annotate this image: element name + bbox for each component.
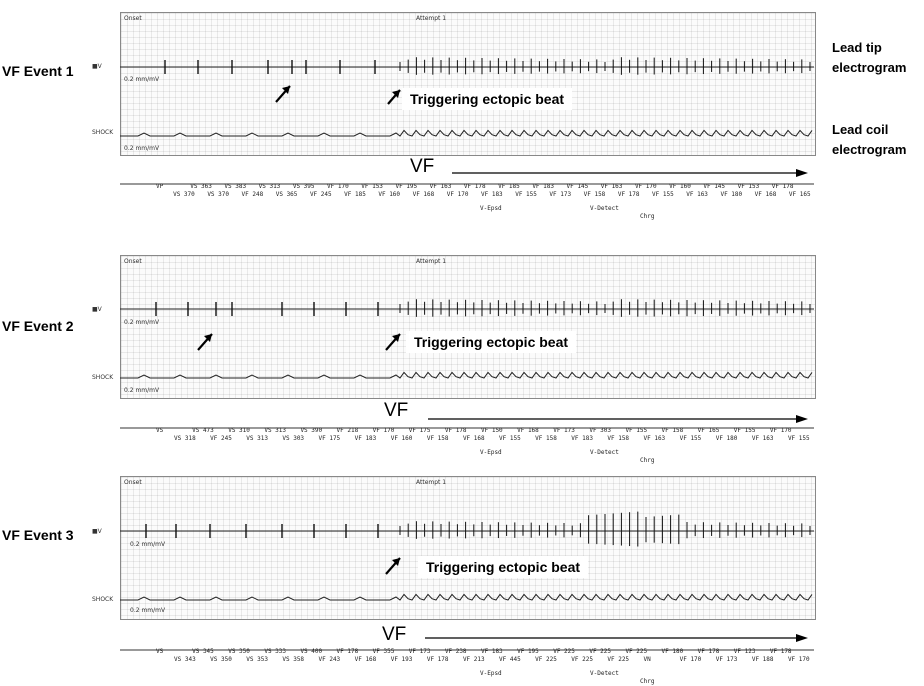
marker-annotation: VF 175	[408, 427, 431, 434]
marker-annotation: VF 303	[589, 427, 612, 434]
vf-arrowhead-1	[796, 169, 808, 177]
coil-trace-1	[120, 130, 812, 136]
marker-annotation: VS 313	[258, 183, 281, 190]
marker-annotation: VF 195	[517, 648, 539, 655]
marker-annotation: VF 145	[703, 183, 726, 190]
marker-annotation: VF 158	[583, 191, 606, 198]
marker-annotation: VF 178	[771, 183, 794, 190]
marker-annotation: VF 163	[686, 191, 708, 198]
marker-annotation: VF 183	[532, 183, 554, 190]
marker-annotation: VF 245	[309, 191, 332, 198]
scale-2a: 0.2 mm/mV	[124, 319, 160, 326]
marker-annotation: VF 165	[788, 191, 811, 198]
marker-annotation: VS 370	[207, 191, 229, 198]
marker-annotation: VS 395	[292, 183, 315, 190]
marker-annotation: VF 185	[344, 191, 366, 198]
marker-annotation: VS 313	[264, 427, 287, 434]
marker-note: V-Epsd	[480, 449, 502, 456]
marker-annotation: VF 175	[318, 435, 341, 442]
marker-annotation: VF 168	[354, 656, 377, 663]
vf-arrowhead-3	[796, 634, 808, 642]
marker-annotation: VF 170	[372, 427, 395, 434]
marker-channel-2	[120, 427, 820, 471]
marker-note: V-Epsd	[480, 670, 502, 677]
marker-annotation: VF 180	[715, 435, 738, 442]
marker-annotation: VF 163	[643, 435, 666, 442]
marker-annotation: VS 383	[224, 183, 247, 190]
marker-annotation: VF 195	[395, 183, 418, 190]
coil-trace-3	[120, 594, 812, 600]
marker-annotation: VF 178	[426, 656, 449, 663]
marker-annotation: VS	[156, 648, 164, 655]
marker-annotation: VS 400	[300, 648, 323, 655]
scale-1b: 0.2 mm/mV	[124, 145, 160, 152]
marker-annotation: VF 165	[697, 427, 720, 434]
marker-annotation: VS 350	[210, 656, 232, 663]
marker-annotation: VF 150	[481, 427, 503, 434]
marker-annotation: VF 193	[390, 656, 413, 663]
marker-annotation: VF 248	[241, 191, 264, 198]
channel-shock-2: SHOCK	[92, 374, 114, 381]
marker-annotation: VF 178	[697, 648, 720, 655]
marker-annotation: VP	[156, 183, 164, 190]
marker-annotation: VS	[156, 427, 164, 434]
marker-annotation: VF 163	[751, 435, 774, 442]
channel-v-3: ■V	[92, 528, 102, 535]
marker-annotation: VF 355	[372, 648, 395, 655]
marker-annotation: VF 168	[462, 435, 485, 442]
marker-annotation: VF 170	[327, 183, 349, 190]
coil-trace-2	[120, 372, 812, 378]
marker-annotation: VF 185	[498, 183, 520, 190]
marker-note: Chrg	[640, 213, 655, 220]
marker-annotation: VF 180	[720, 191, 743, 198]
marker-annotation: VF 163	[600, 183, 623, 190]
channel-shock-3: SHOCK	[92, 596, 114, 603]
marker-annotation: VF 158	[535, 435, 557, 442]
marker-annotation: VS 370	[173, 191, 195, 198]
marker-annotation: VF 245	[210, 435, 232, 442]
scale-3a: 0.2 mm/mV	[130, 541, 166, 548]
marker-annotation: VS 333	[264, 648, 287, 655]
marker-annotation: VF 178	[769, 648, 792, 655]
onset-label-2: Onset	[124, 258, 142, 265]
channel-v-1: ■V	[92, 63, 102, 70]
marker-annotation: VF 153	[361, 183, 383, 190]
marker-annotation: VS 318	[174, 435, 196, 442]
trigger-label-2: Triggering ectopic beat	[406, 331, 576, 353]
marker-annotation: VF 155	[733, 427, 756, 434]
marker-annotation: VF 218	[336, 427, 359, 434]
scale-1a: 0.2 mm/mV	[124, 76, 160, 83]
marker-annotation: VF 178	[463, 183, 486, 190]
channel-shock-1: SHOCK	[92, 129, 114, 136]
marker-annotation: VF 153	[737, 183, 760, 190]
marker-annotation: VF 225	[625, 648, 648, 655]
marker-annotation: VF 168	[754, 191, 777, 198]
marker-annotation: VS 310	[228, 427, 250, 434]
channel-v-2: ■V	[92, 306, 102, 313]
marker-annotation: VF 173	[549, 191, 572, 198]
marker-annotation: VF 178	[336, 648, 359, 655]
marker-annotation: VF 160	[390, 435, 413, 442]
marker-annotation: VF 145	[566, 183, 589, 190]
marker-annotation: VF 225	[553, 648, 575, 655]
marker-annotation: VF 183	[481, 648, 503, 655]
lead-tip-label: Lead tip electrogram	[832, 40, 907, 75]
marker-note: Chrg	[640, 457, 655, 464]
marker-annotation: VF 173	[553, 427, 575, 434]
marker-channel-3	[120, 648, 820, 686]
marker-note: Chrg	[640, 678, 655, 685]
marker-annotation: VS 473	[192, 427, 214, 434]
marker-annotation: VF 155	[625, 427, 648, 434]
vf-label-3: VF	[382, 624, 407, 645]
attempt-label-1: Attempt 1	[416, 15, 447, 22]
marker-annotation: VS 345	[192, 648, 214, 655]
marker-annotation: VF 155	[652, 191, 674, 198]
marker-annotation: VS 350	[228, 648, 250, 655]
marker-annotation: VF 243	[318, 656, 341, 663]
marker-annotation: VF 155	[499, 435, 521, 442]
marker-channel-1	[120, 183, 820, 233]
marker-annotation: VF 178	[444, 427, 467, 434]
event-label-3: VF Event 3	[2, 527, 74, 543]
marker-annotation: VF 160	[378, 191, 401, 198]
marker-annotation: VF 180	[661, 648, 684, 655]
marker-annotation: VF 160	[669, 183, 691, 190]
marker-annotation: VF 170	[679, 656, 702, 663]
scale-3b: 0.2 mm/mV	[130, 607, 166, 614]
event-label-2: VF Event 2	[2, 318, 74, 334]
scale-2b: 0.2 mm/mV	[124, 387, 160, 394]
marker-annotation: VF 170	[634, 183, 657, 190]
trigger-label-1: Triggering ectopic beat	[402, 88, 572, 110]
marker-annotation: VS 358	[282, 656, 305, 663]
marker-annotation: VF 158	[661, 427, 684, 434]
marker-annotation: VN	[643, 656, 651, 663]
marker-annotation: VF 225	[607, 656, 630, 663]
marker-annotation: VF 173	[408, 648, 431, 655]
marker-annotation: VF 238	[444, 648, 467, 655]
lead-coil-label: Lead coil electrogram	[832, 122, 907, 157]
onset-label-1: Onset	[124, 15, 142, 22]
attempt-label-2: Attempt 1	[416, 258, 447, 265]
event-label-1: VF Event 1	[2, 63, 74, 79]
marker-annotation: VF 170	[446, 191, 469, 198]
marker-annotation: VF 173	[715, 656, 738, 663]
marker-annotation: VF 183	[481, 191, 503, 198]
marker-annotation: VF 445	[499, 656, 521, 663]
attempt-label-3: Attempt 1	[416, 479, 447, 486]
marker-annotation: VS 353	[246, 656, 268, 663]
marker-annotation: VF 155	[679, 435, 702, 442]
marker-annotation: VF 170	[787, 656, 810, 663]
trigger-label-3: Triggering ectopic beat	[418, 556, 588, 578]
marker-annotation: VF 170	[769, 427, 792, 434]
vf-arrowhead-2	[796, 415, 808, 423]
marker-annotation: VF 158	[607, 435, 630, 442]
marker-annotation: VF 123	[733, 648, 756, 655]
marker-annotation: VF 155	[787, 435, 810, 442]
marker-annotation: VF 178	[617, 191, 640, 198]
vf-label-1: VF	[410, 156, 435, 177]
marker-note: V-Epsd	[480, 205, 502, 212]
marker-annotation: VS 303	[282, 435, 305, 442]
marker-annotation: VS 390	[300, 427, 323, 434]
marker-annotation: VF 163	[429, 183, 452, 190]
marker-annotation: VF 188	[751, 656, 774, 663]
marker-annotation: VS 343	[174, 656, 196, 663]
onset-label-3: Onset	[124, 479, 142, 486]
marker-annotation: VS 313	[246, 435, 268, 442]
marker-annotation: VF 155	[515, 191, 537, 198]
marker-note: V-Detect	[590, 670, 619, 677]
vf-label-2: VF	[384, 400, 409, 421]
marker-annotation: VF 213	[462, 656, 485, 663]
marker-annotation: VF 183	[354, 435, 377, 442]
marker-annotation: VF 225	[589, 648, 612, 655]
marker-annotation: VF 158	[426, 435, 449, 442]
marker-note: V-Detect	[590, 205, 619, 212]
marker-annotation: VF 225	[571, 656, 593, 663]
marker-annotation: VF 183	[571, 435, 593, 442]
marker-annotation: VS 363	[190, 183, 212, 190]
marker-annotation: VF 225	[535, 656, 557, 663]
marker-annotation: VF 168	[517, 427, 539, 434]
marker-annotation: VF 168	[412, 191, 435, 198]
marker-annotation: VS 365	[275, 191, 298, 198]
marker-note: V-Detect	[590, 449, 619, 456]
